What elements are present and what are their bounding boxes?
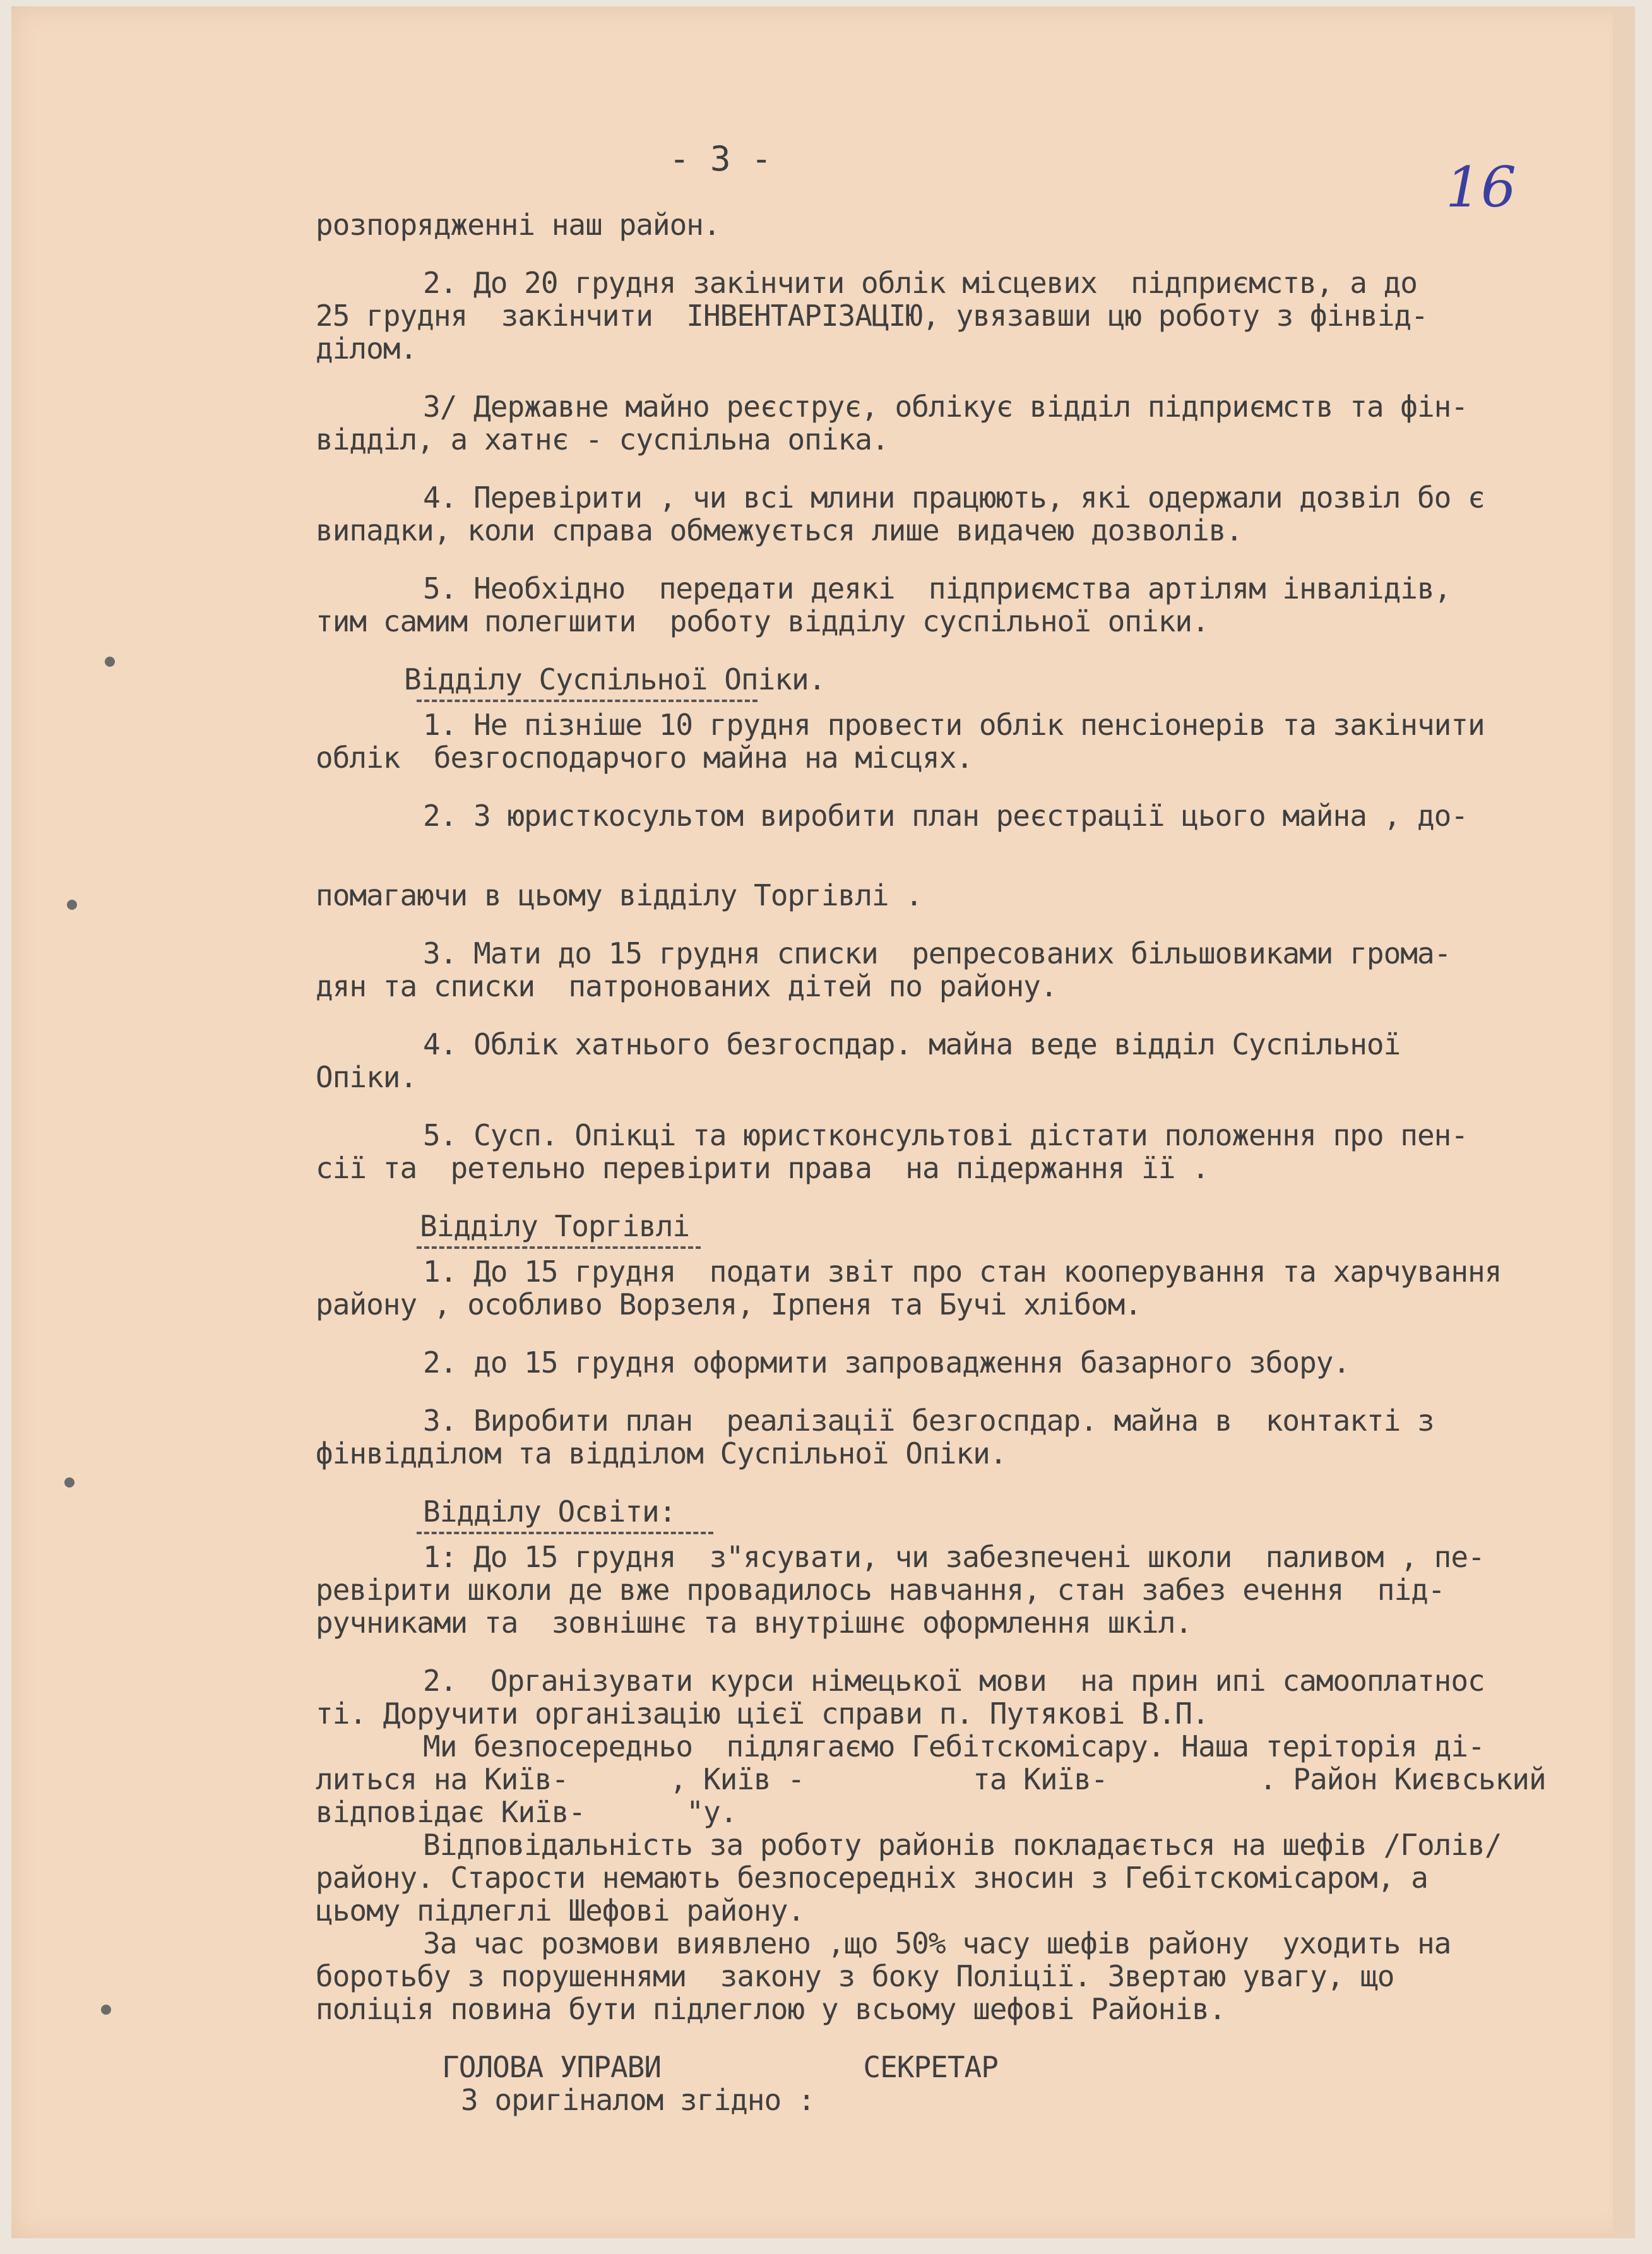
text-line: ручниками та зовнішнє та внутрішнє оформлення шкіл. <box>316 1606 1192 1640</box>
text-line: 5. Сусп. Опікці та юристконсультові дістати положення про пен- <box>423 1118 1468 1152</box>
text-line: Опіки. <box>316 1060 417 1094</box>
text-line: поліція повина бути підлеглою у всьому шефові Районів. <box>316 1992 1226 2026</box>
text-line: ревірити школи де вже провадилось навчання, стан забез ечення під- <box>316 1573 1445 1607</box>
head-of-board-label: ГОЛОВА УПРАВИ <box>442 2050 662 2084</box>
text-line: 1. Не пізніше 10 грудня провести облік пенсіонерів та закінчити <box>423 708 1485 742</box>
paragraph <box>316 1028 1629 1094</box>
text-line: дян та списки патронованих дітей по району. <box>316 969 1057 1003</box>
signature-block <box>316 2051 1629 2116</box>
paragraph <box>316 390 1629 456</box>
document-body <box>316 208 1629 2116</box>
text-line: цьому підлеглі Шефові району. <box>316 1893 805 1928</box>
paragraph <box>316 708 1629 774</box>
text-line: району. Старости немають безпосередніх зносин з Гебітскомісаром, а <box>316 1861 1428 1895</box>
punch-hole <box>64 1477 74 1488</box>
section-heading: Відділу Суспільної Опіки. <box>404 662 826 696</box>
text-line: 5. Необхідно передати деякі підприємства артілям інвалідів, <box>423 571 1451 605</box>
secretary-label: СЕКРЕТАР <box>863 2050 998 2084</box>
text-line: ділом. <box>316 331 417 366</box>
text-line: Відповідальність за роботу районів покладається на шефів /Голів/ <box>423 1828 1502 1862</box>
paragraph <box>316 1541 1629 1639</box>
text-line: 2. Організувати курси німецької мови на прин ипі самооплатнос <box>423 1664 1485 1698</box>
text-line: фінвідділом та відділом Суспільної Опіки. <box>316 1436 1007 1470</box>
text-line: 3/ Державне майно реєструє, облікує відділ підприємств та фін- <box>423 390 1468 424</box>
punch-hole <box>101 2005 111 2015</box>
text-line: литься на Київ- , Київ - та Київ- . Район Києвський <box>316 1762 1546 1796</box>
certification-line: З оригіналом згідно : <box>461 2083 815 2117</box>
text-line: 25 грудня закінчити ІНВЕНТАРІЗАЦІЮ, увязавши цю роботу з фінвід- <box>316 299 1428 333</box>
paragraph <box>316 572 1629 638</box>
text-line: 1. До 15 грудня подати звіт про стан кооперування та харчування <box>423 1255 1502 1289</box>
punch-hole <box>67 900 77 910</box>
text-line: помагаючи в цьому відділу Торгівлі . <box>316 878 922 912</box>
signature-line <box>442 2051 1629 2084</box>
text-line: сії та ретельно перевірити права на підержання її . <box>316 1151 1209 1185</box>
text-line: 2. З юристкосультом виробити план реєстрації цього майна , до- <box>423 799 1468 833</box>
text-line: 2. До 20 грудня закінчити облік місцевих підприємств, а до <box>423 266 1417 300</box>
text-line: 4. Перевірити , чи всі млини працюють, які одержали дозвіл бо є <box>423 480 1485 515</box>
paragraph <box>316 1404 1629 1470</box>
text-line: ті. Доручити організацію цієї справи п. Путякові В.П. <box>316 1696 1209 1731</box>
text-line: 2. до 15 грудня оформити запровадження базарного збору. <box>423 1345 1350 1380</box>
closing-paragraph <box>316 1730 1629 2025</box>
text-line: облік безгосподарчого майна на місцях. <box>316 741 973 775</box>
text-line: 3. Виробити план реалізації безгоспдар. майна в контакті з <box>423 1404 1434 1438</box>
paragraph <box>316 1664 1629 1730</box>
text-line: Ми безпосередньо підлягаємо Гебітскомісару. Наша теріторія ді- <box>423 1729 1485 1763</box>
text-line: району , особливо Ворзеля, Ірпеня та Бучі хлібом. <box>316 1287 1142 1321</box>
text-line: відповідає Київ- "у. <box>316 1795 737 1829</box>
text-line: випадки, коли справа обмежується лише видачею дозволів. <box>316 513 1243 547</box>
punch-hole <box>105 657 115 667</box>
section-heading: Відділу Торгівлі <box>420 1209 690 1243</box>
paragraph <box>316 266 1629 365</box>
section-heading: Відділу Освіти: <box>423 1494 676 1529</box>
paragraph <box>316 937 1629 1003</box>
paragraph <box>316 481 1629 547</box>
paragraph <box>316 1119 1629 1184</box>
text-line: 1: До 15 грудня з"ясувати, чи забезпечені школи паливом , пе- <box>423 1540 1485 1574</box>
text-line: боротьбу з порушеннями закону з боку Поліції. Звертаю увагу, що <box>316 1959 1394 1993</box>
text-line: відділ, а хатнє - суспільна опіка. <box>316 422 889 456</box>
paragraph <box>316 1255 1629 1321</box>
text-line: тим самим полегшити роботу відділу суспільної опіки. <box>316 604 1209 638</box>
text-line: За час розмови виявлено ,що 50% часу шефів району уходить на <box>423 1926 1451 1960</box>
text-line: 3. Мати до 15 грудня списки репресованих більшовиками грома- <box>423 936 1451 970</box>
page-number: - 3 - <box>669 139 772 179</box>
text-line: розпорядженні наш район. <box>316 208 720 242</box>
handwritten-folio-number: 16 <box>1446 155 1516 220</box>
text-line: 4. Облік хатнього безгоспдар. майна веде відділ Суспільної <box>423 1027 1401 1061</box>
